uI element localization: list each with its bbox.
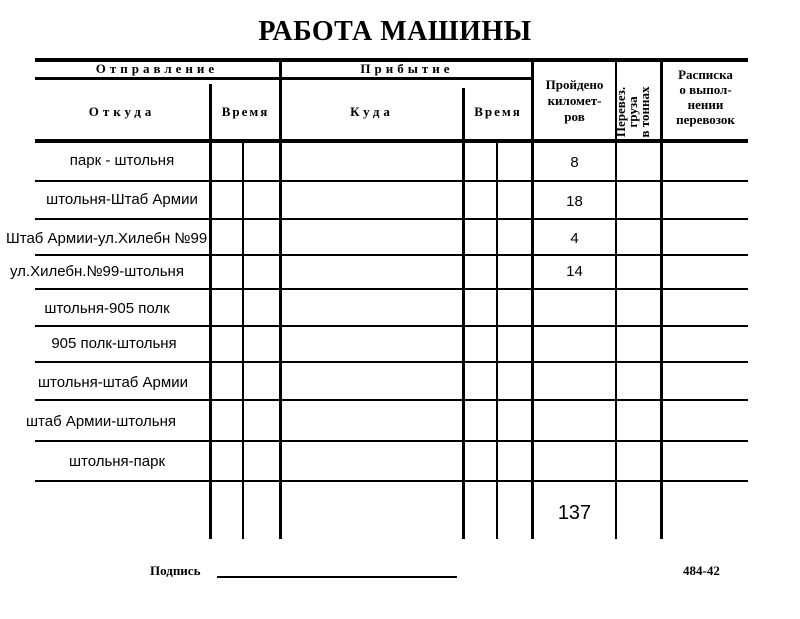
row-divider bbox=[35, 180, 748, 182]
row-divider bbox=[35, 399, 748, 401]
page-title: РАБОТА МАШИНЫ bbox=[258, 16, 532, 47]
row-from: парк - штольня bbox=[69, 152, 175, 169]
col-divider-receipt bbox=[660, 62, 663, 539]
row-divider bbox=[35, 218, 748, 220]
col-divider-km bbox=[531, 62, 534, 539]
departure-time-header: Время bbox=[221, 104, 270, 119]
row-km: 8 bbox=[570, 154, 579, 171]
row-divider bbox=[35, 288, 748, 290]
cargo-header-line3: в тоннах bbox=[637, 86, 652, 138]
receipt-header-line2: о выпол- bbox=[679, 82, 732, 97]
cargo-header-line1: Перевез. bbox=[613, 86, 628, 138]
signature-line[interactable] bbox=[217, 576, 457, 578]
row-from: штаб Армии-штольня bbox=[26, 413, 176, 430]
row-divider bbox=[35, 361, 748, 363]
row-km: 14 bbox=[566, 263, 583, 280]
km-header-line2: километ- bbox=[547, 93, 602, 108]
row-from: 905 полк-штольня bbox=[51, 335, 177, 352]
row-from: ул.Хилебн.№99-штольня bbox=[10, 263, 184, 280]
col-divider-time-sub2 bbox=[496, 141, 498, 539]
subheader-rule-left bbox=[35, 77, 532, 80]
receipt-header bbox=[663, 67, 748, 127]
row-divider bbox=[35, 480, 748, 482]
km-header bbox=[534, 77, 615, 125]
km-header-line3: ров bbox=[564, 109, 585, 124]
total-km: 137 bbox=[557, 502, 592, 524]
col-divider-departure-arrival bbox=[279, 62, 282, 539]
row-from: штольня-905 полк bbox=[44, 300, 170, 317]
row-divider bbox=[35, 254, 748, 256]
row-from: Штаб Армии-ул.Хилебн №99 bbox=[6, 230, 208, 247]
form-code: 484-42 bbox=[683, 563, 720, 578]
arrival-header: Прибытие bbox=[360, 61, 454, 76]
row-from: штольня-штаб Армии bbox=[38, 374, 188, 391]
row-from: штольня-парк bbox=[68, 453, 166, 470]
departure-header: Отправление bbox=[95, 61, 219, 76]
cargo-header bbox=[615, 64, 657, 160]
row-km: 18 bbox=[566, 193, 583, 210]
col-divider-to-time bbox=[462, 88, 465, 539]
row-divider bbox=[35, 325, 748, 327]
to-header: Куда bbox=[350, 104, 394, 119]
signature-label: Подпись bbox=[150, 563, 201, 578]
receipt-header-line4: перевозок bbox=[676, 112, 735, 127]
row-from: штольня-Штаб Армии bbox=[46, 191, 198, 208]
cargo-header-line2: груза bbox=[625, 96, 640, 128]
km-header-line1: Пройдено bbox=[545, 77, 604, 92]
arrival-time-header: Время bbox=[474, 104, 522, 119]
receipt-header-line1: Расписка bbox=[678, 67, 733, 82]
col-divider-from-time bbox=[209, 84, 212, 539]
row-km: 4 bbox=[570, 230, 579, 247]
receipt-header-line3: нении bbox=[687, 97, 724, 112]
row-divider bbox=[35, 440, 748, 442]
from-header: Откуда bbox=[88, 104, 156, 119]
